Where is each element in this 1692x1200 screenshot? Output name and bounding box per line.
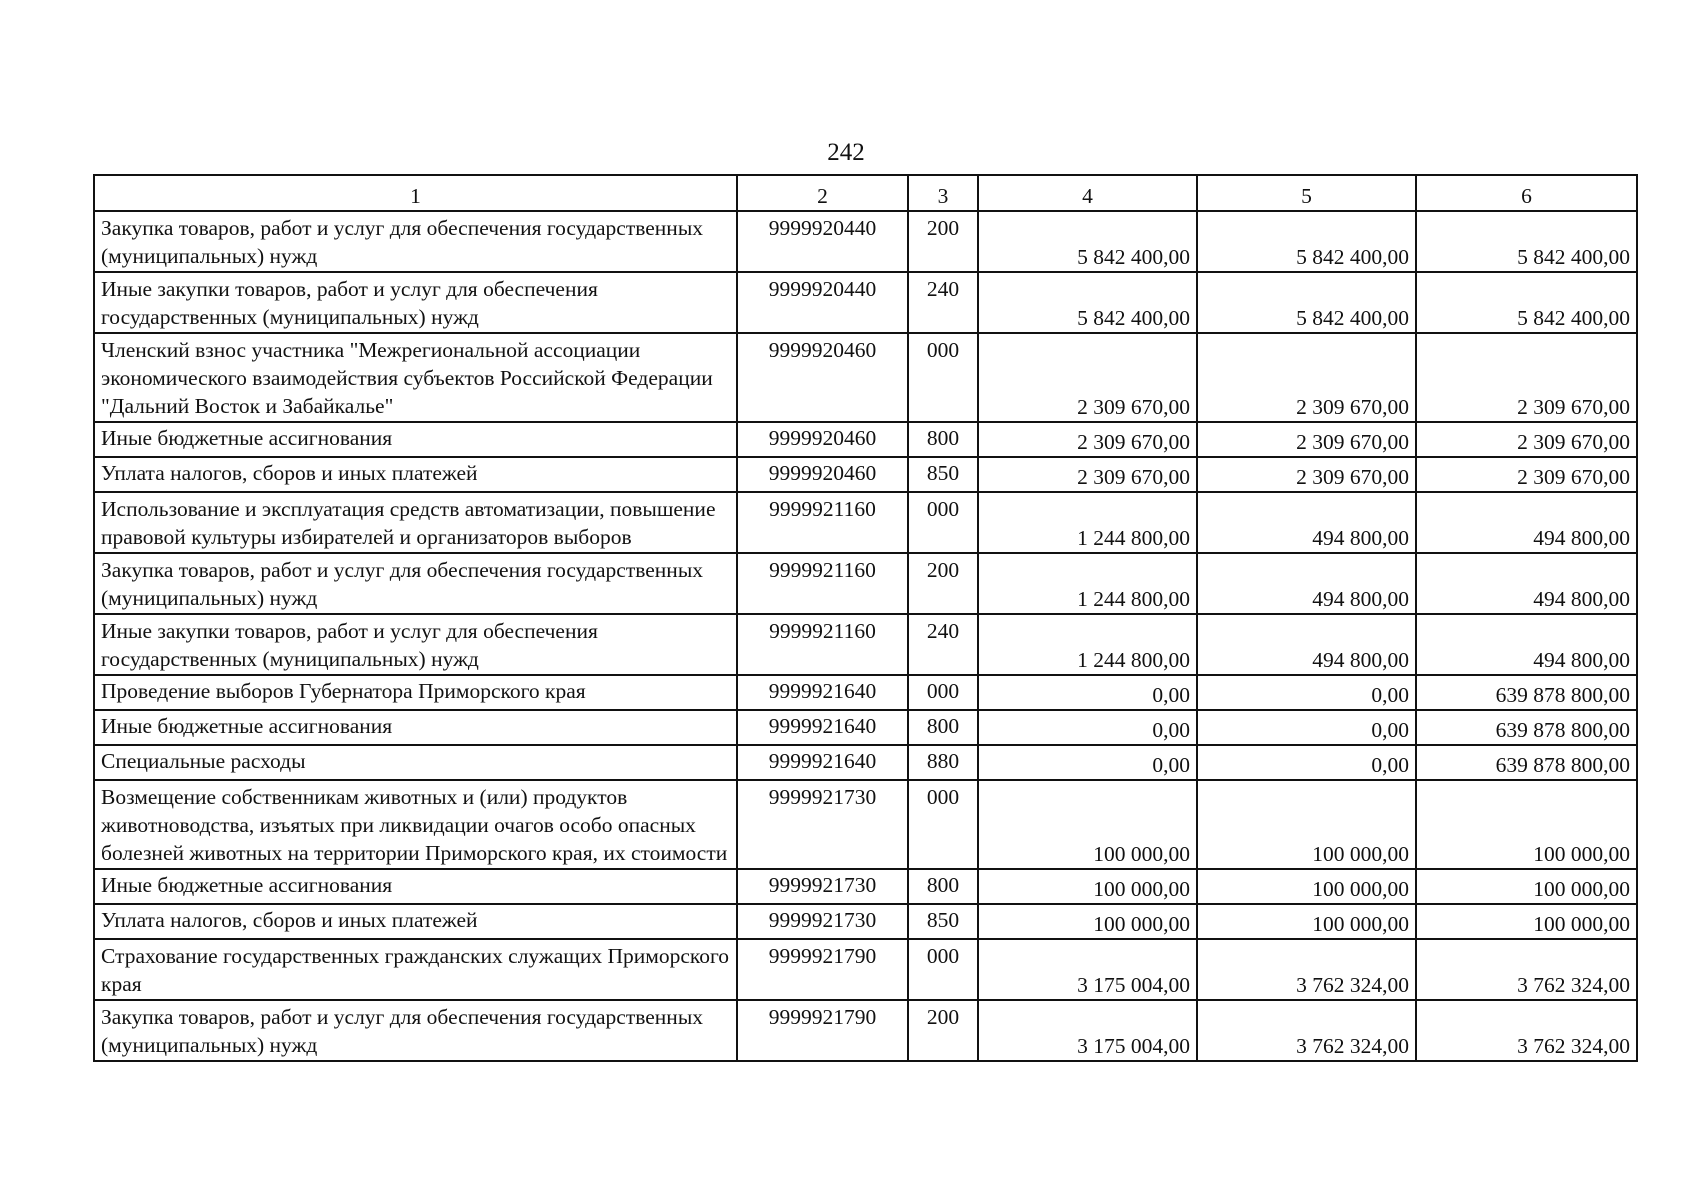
row-amount-4: 5 842 400,00 <box>978 211 1197 272</box>
row-amount-5: 2 309 670,00 <box>1197 457 1416 492</box>
table-row <box>94 211 1637 272</box>
row-amount-4: 1 244 800,00 <box>978 492 1197 553</box>
row-name: Уплата налогов, сборов и иных платежей <box>94 457 737 492</box>
row-amount-6: 5 842 400,00 <box>1416 272 1637 333</box>
table-row <box>94 614 1637 675</box>
row-amount-5: 100 000,00 <box>1197 904 1416 939</box>
row-expense-type: 000 <box>908 492 978 553</box>
row-name: Возмещение собственникам животных и (или) продуктов животноводства, изъятых при ликвидации очагов особо опасных болезней животных на территории Приморского края, их стоимости <box>94 780 737 869</box>
row-amount-4: 1 244 800,00 <box>978 553 1197 614</box>
row-name: Иные бюджетные ассигнования <box>94 422 737 457</box>
row-expense-type: 880 <box>908 745 978 780</box>
row-amount-4: 0,00 <box>978 675 1197 710</box>
row-amount-4: 3 175 004,00 <box>978 939 1197 1000</box>
row-amount-4: 100 000,00 <box>978 904 1197 939</box>
row-code: 9999921160 <box>737 492 908 553</box>
row-amount-5: 0,00 <box>1197 675 1416 710</box>
row-amount-4: 3 175 004,00 <box>978 1000 1197 1061</box>
column-header-6: 6 <box>1416 175 1637 211</box>
table-row <box>94 710 1637 745</box>
header-row <box>94 175 1637 211</box>
row-amount-5: 3 762 324,00 <box>1197 1000 1416 1061</box>
row-code: 9999920440 <box>737 211 908 272</box>
row-code: 9999921730 <box>737 780 908 869</box>
row-amount-6: 639 878 800,00 <box>1416 710 1637 745</box>
row-name: Закупка товаров, работ и услуг для обеспечения государственных (муниципальных) нужд <box>94 553 737 614</box>
row-amount-6: 3 762 324,00 <box>1416 1000 1637 1061</box>
row-name: Закупка товаров, работ и услуг для обеспечения государственных (муниципальных) нужд <box>94 1000 737 1061</box>
row-amount-6: 2 309 670,00 <box>1416 422 1637 457</box>
row-code: 9999921640 <box>737 710 908 745</box>
row-name: Иные бюджетные ассигнования <box>94 710 737 745</box>
row-code: 9999920440 <box>737 272 908 333</box>
row-amount-4: 2 309 670,00 <box>978 422 1197 457</box>
row-amount-6: 100 000,00 <box>1416 904 1637 939</box>
column-header-1: 1 <box>94 175 737 211</box>
row-code: 9999921790 <box>737 1000 908 1061</box>
table-row <box>94 745 1637 780</box>
column-header-4: 4 <box>978 175 1197 211</box>
row-amount-4: 1 244 800,00 <box>978 614 1197 675</box>
table-row <box>94 272 1637 333</box>
row-expense-type: 200 <box>908 553 978 614</box>
row-amount-6: 2 309 670,00 <box>1416 457 1637 492</box>
row-amount-5: 0,00 <box>1197 710 1416 745</box>
row-name: Иные бюджетные ассигнования <box>94 869 737 904</box>
row-code: 9999921160 <box>737 553 908 614</box>
row-amount-6: 100 000,00 <box>1416 780 1637 869</box>
row-code: 9999921160 <box>737 614 908 675</box>
row-amount-6: 100 000,00 <box>1416 869 1637 904</box>
row-amount-6: 5 842 400,00 <box>1416 211 1637 272</box>
row-code: 9999921640 <box>737 675 908 710</box>
table-row <box>94 675 1637 710</box>
table-row <box>94 939 1637 1000</box>
table-row <box>94 904 1637 939</box>
row-expense-type: 200 <box>908 211 978 272</box>
row-amount-4: 100 000,00 <box>978 869 1197 904</box>
budget-table <box>93 174 1638 1062</box>
row-amount-5: 2 309 670,00 <box>1197 333 1416 422</box>
column-header-2: 2 <box>737 175 908 211</box>
row-amount-6: 3 762 324,00 <box>1416 939 1637 1000</box>
table-row <box>94 422 1637 457</box>
row-name: Уплата налогов, сборов и иных платежей <box>94 904 737 939</box>
row-expense-type: 800 <box>908 422 978 457</box>
row-expense-type: 000 <box>908 780 978 869</box>
row-expense-type: 200 <box>908 1000 978 1061</box>
row-amount-5: 100 000,00 <box>1197 780 1416 869</box>
row-code: 9999920460 <box>737 422 908 457</box>
row-amount-5: 494 800,00 <box>1197 614 1416 675</box>
table-row <box>94 333 1637 422</box>
row-amount-5: 2 309 670,00 <box>1197 422 1416 457</box>
row-amount-5: 494 800,00 <box>1197 553 1416 614</box>
row-amount-4: 100 000,00 <box>978 780 1197 869</box>
row-code: 9999921730 <box>737 904 908 939</box>
row-code: 9999921790 <box>737 939 908 1000</box>
row-name: Иные закупки товаров, работ и услуг для обеспечения государственных (муниципальных) нужд <box>94 272 737 333</box>
row-amount-4: 2 309 670,00 <box>978 333 1197 422</box>
row-expense-type: 000 <box>908 675 978 710</box>
row-expense-type: 240 <box>908 272 978 333</box>
row-amount-4: 2 309 670,00 <box>978 457 1197 492</box>
row-name: Иные закупки товаров, работ и услуг для обеспечения государственных (муниципальных) нужд <box>94 614 737 675</box>
row-name: Специальные расходы <box>94 745 737 780</box>
table-row <box>94 553 1637 614</box>
row-amount-5: 100 000,00 <box>1197 869 1416 904</box>
row-expense-type: 000 <box>908 333 978 422</box>
row-code: 9999921640 <box>737 745 908 780</box>
row-amount-6: 639 878 800,00 <box>1416 675 1637 710</box>
table-row <box>94 780 1637 869</box>
table-row <box>94 492 1637 553</box>
row-expense-type: 800 <box>908 869 978 904</box>
row-name: Страхование государственных гражданских служащих Приморского края <box>94 939 737 1000</box>
row-amount-6: 639 878 800,00 <box>1416 745 1637 780</box>
row-amount-5: 494 800,00 <box>1197 492 1416 553</box>
row-name: Проведение выборов Губернатора Приморского края <box>94 675 737 710</box>
row-amount-4: 5 842 400,00 <box>978 272 1197 333</box>
row-expense-type: 850 <box>908 904 978 939</box>
row-amount-6: 494 800,00 <box>1416 553 1637 614</box>
row-amount-5: 5 842 400,00 <box>1197 272 1416 333</box>
column-header-5: 5 <box>1197 175 1416 211</box>
row-code: 9999920460 <box>737 333 908 422</box>
row-expense-type: 850 <box>908 457 978 492</box>
row-name: Членский взнос участника "Межрегиональной ассоциации экономического взаимодействия субъектов Российской Федерации "Дальний Восток и Забайкалье" <box>94 333 737 422</box>
table-row <box>94 869 1637 904</box>
row-amount-6: 494 800,00 <box>1416 614 1637 675</box>
table-row <box>94 1000 1637 1061</box>
row-amount-4: 0,00 <box>978 710 1197 745</box>
row-expense-type: 800 <box>908 710 978 745</box>
row-amount-5: 3 762 324,00 <box>1197 939 1416 1000</box>
row-amount-5: 5 842 400,00 <box>1197 211 1416 272</box>
row-code: 9999921730 <box>737 869 908 904</box>
row-name: Использование и эксплуатация средств автоматизации, повышение правовой культуры избирателей и организаторов выборов <box>94 492 737 553</box>
row-expense-type: 240 <box>908 614 978 675</box>
row-code: 9999920460 <box>737 457 908 492</box>
page-number: 242 <box>827 139 865 166</box>
row-amount-6: 2 309 670,00 <box>1416 333 1637 422</box>
table-row <box>94 457 1637 492</box>
column-header-3: 3 <box>908 175 978 211</box>
row-amount-5: 0,00 <box>1197 745 1416 780</box>
row-name: Закупка товаров, работ и услуг для обеспечения государственных (муниципальных) нужд <box>94 211 737 272</box>
row-expense-type: 000 <box>908 939 978 1000</box>
row-amount-6: 494 800,00 <box>1416 492 1637 553</box>
row-amount-4: 0,00 <box>978 745 1197 780</box>
